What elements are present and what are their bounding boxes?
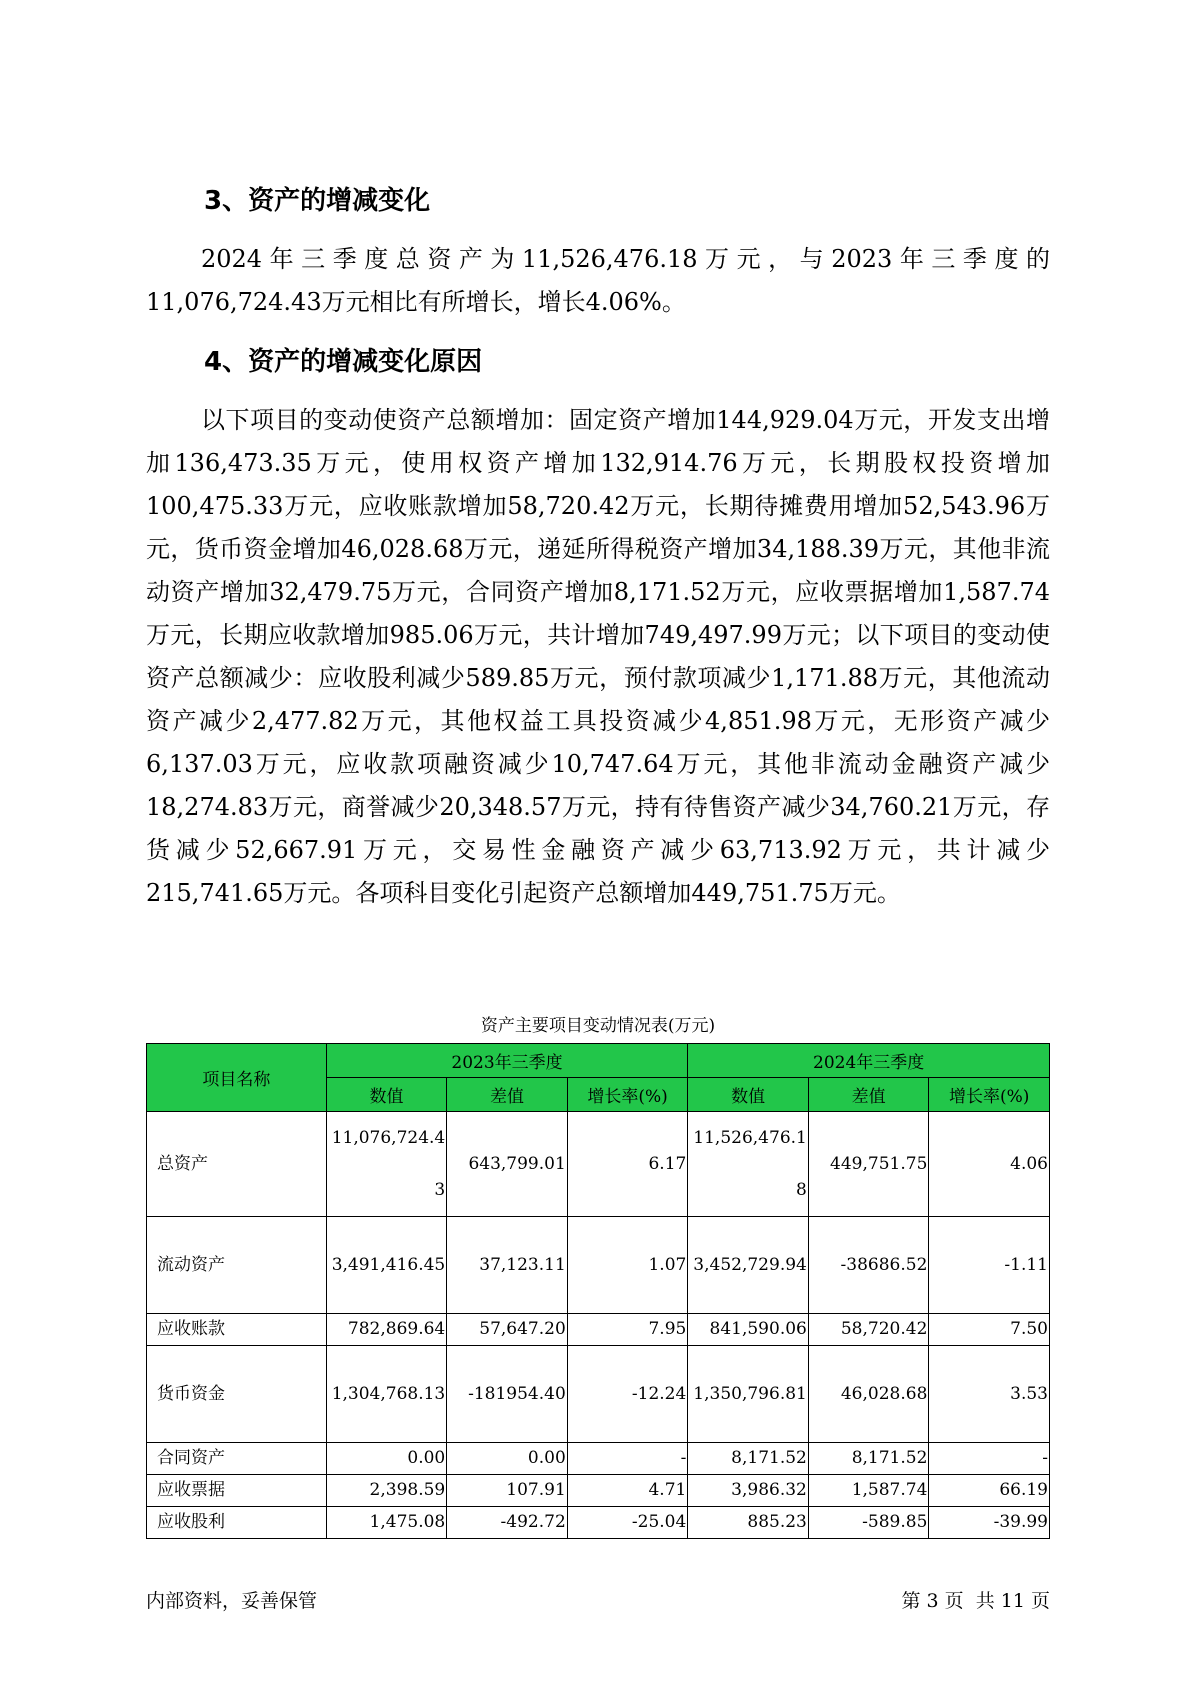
cell-2024-diff: 58,720.42 — [808, 1314, 929, 1346]
cell-2024-value: 3,986.32 — [688, 1475, 809, 1507]
cell-2024-rate: 7.50 — [929, 1314, 1050, 1346]
header-2024-value: 数值 — [688, 1078, 809, 1112]
cell-2024-rate: 3.53 — [929, 1346, 1050, 1443]
cell-2023-diff: -492.72 — [447, 1507, 568, 1539]
cell-2023-value: 782,869.64 — [326, 1314, 447, 1346]
table-row — [147, 1443, 1050, 1475]
cell-2023-diff: 107.91 — [447, 1475, 568, 1507]
table-caption: 资产主要项目变动情况表(万元) — [480, 1016, 716, 1036]
cell-2023-value: 3,491,416.45 — [326, 1217, 447, 1314]
cell-2023-value: 2,398.59 — [326, 1475, 447, 1507]
header-2024-diff: 差值 — [808, 1078, 929, 1112]
table-row — [147, 1346, 1050, 1443]
cell-2024-diff: 46,028.68 — [808, 1346, 929, 1443]
cell-2023-rate: -25.04 — [567, 1507, 688, 1539]
cell-2023-diff: 57,647.20 — [447, 1314, 568, 1346]
header-2024-rate: 增长率(%) — [929, 1078, 1050, 1112]
cell-2024-diff: -589.85 — [808, 1507, 929, 1539]
table-row — [147, 1217, 1050, 1314]
section-3-heading: 3、资产的增减变化 — [204, 186, 431, 216]
cell-2023-rate: - — [567, 1443, 688, 1475]
cell-2024-rate: 66.19 — [929, 1475, 1050, 1507]
cell-2023-rate: 1.07 — [567, 1217, 688, 1314]
cell-2023-value: 11,076,724.43 — [326, 1112, 447, 1217]
cell-2024-diff: 449,751.75 — [808, 1112, 929, 1217]
cell-2024-value: 11,526,476.18 — [688, 1112, 809, 1217]
header-2023-rate: 增长率(%) — [567, 1078, 688, 1112]
cell-2024-diff: 8,171.52 — [808, 1443, 929, 1475]
header-2024-q3: 2024年三季度 — [688, 1044, 1050, 1078]
section-3-paragraph: 2024年三季度总资产为11,526,476.18万元，与2023年三季度的11,076,724.43万元相比有所增长，增长4.06%。 — [146, 245, 1050, 316]
cell-2024-value: 1,350,796.81 — [688, 1346, 809, 1443]
cell-2024-value: 3,452,729.94 — [688, 1217, 809, 1314]
cell-2024-rate: 4.06 — [929, 1112, 1050, 1217]
table-row — [147, 1314, 1050, 1346]
cell-2023-diff: 37,123.11 — [447, 1217, 568, 1314]
cell-2024-diff: 1,587.74 — [808, 1475, 929, 1507]
row-name: 应收票据 — [147, 1475, 327, 1507]
table-row — [147, 1507, 1050, 1539]
cell-2024-rate: -39.99 — [929, 1507, 1050, 1539]
cell-2023-diff: 643,799.01 — [447, 1112, 568, 1217]
section-4-paragraph: 以下项目的变动使资产总额增加：固定资产增加144,929.04万元，开发支出增加136,473.35万元，使用权资产增加132,914.76万元，长期股权投资增加100,475.33万元，应收账款增加58,720.42万元，长期待摊费用增加52,543.96万元，货币资金增加46,028.68万元，递延所得税资产增加34,188.39万元，其他非流动资产增加32,479.75万元，合同资产增加8,171.52万元，应收票据增加1,587.74万元，长期应收款增加985.06万元，共计增加749,497.99万元；以下项目的变动使资产总额减少：应收股利减少589.85万元，预付款项减少1,171.88万元，其他流动资产减少2,477.82万元，其他权益工具投资减少4,851.98万元，无形资产减少6,137.03万元，应收款项融资减少10,747.64万元，其他非流动金融资产减少18,274.83万元，商誉减少20,348.57万元，持有待售资产减少34,760.21万元，存货减少52,667.91万元，交易性金融资产减少63,713.92万元，共计减少215,741.65万元。各项科目变化引起资产总额增加449,751.75万元。 — [146, 406, 1050, 907]
header-2023-value: 数值 — [326, 1078, 447, 1112]
table-row — [147, 1475, 1050, 1507]
cell-2023-diff: 0.00 — [447, 1443, 568, 1475]
header-item-name: 项目名称 — [147, 1044, 327, 1112]
cell-2023-value: 0.00 — [326, 1443, 447, 1475]
cell-2023-rate: 6.17 — [567, 1112, 688, 1217]
asset-change-table — [146, 1043, 1050, 1539]
cell-2024-value: 841,590.06 — [688, 1314, 809, 1346]
section-4-heading: 4、资产的增减变化原因 — [204, 347, 483, 377]
cell-2023-rate: -12.24 — [567, 1346, 688, 1443]
footer-page-number: 第 3 页 共 11 页 — [901, 1590, 1050, 1612]
row-name: 应收股利 — [147, 1507, 327, 1539]
cell-2023-value: 1,475.08 — [326, 1507, 447, 1539]
cell-2024-rate: -1.11 — [929, 1217, 1050, 1314]
cell-2024-value: 8,171.52 — [688, 1443, 809, 1475]
row-name: 总资产 — [147, 1112, 327, 1217]
cell-2023-value: 1,304,768.13 — [326, 1346, 447, 1443]
cell-2024-rate: - — [929, 1443, 1050, 1475]
row-name: 合同资产 — [147, 1443, 327, 1475]
header-2023-diff: 差值 — [447, 1078, 568, 1112]
table-row — [147, 1112, 1050, 1217]
header-2023-q3: 2023年三季度 — [326, 1044, 688, 1078]
cell-2023-diff: -181954.40 — [447, 1346, 568, 1443]
cell-2024-value: 885.23 — [688, 1507, 809, 1539]
row-name: 流动资产 — [147, 1217, 327, 1314]
cell-2023-rate: 7.95 — [567, 1314, 688, 1346]
footer-confidential-note: 内部资料，妥善保管 — [146, 1590, 318, 1612]
row-name: 货币资金 — [147, 1346, 327, 1443]
row-name: 应收账款 — [147, 1314, 327, 1346]
cell-2023-rate: 4.71 — [567, 1475, 688, 1507]
cell-2024-diff: -38686.52 — [808, 1217, 929, 1314]
